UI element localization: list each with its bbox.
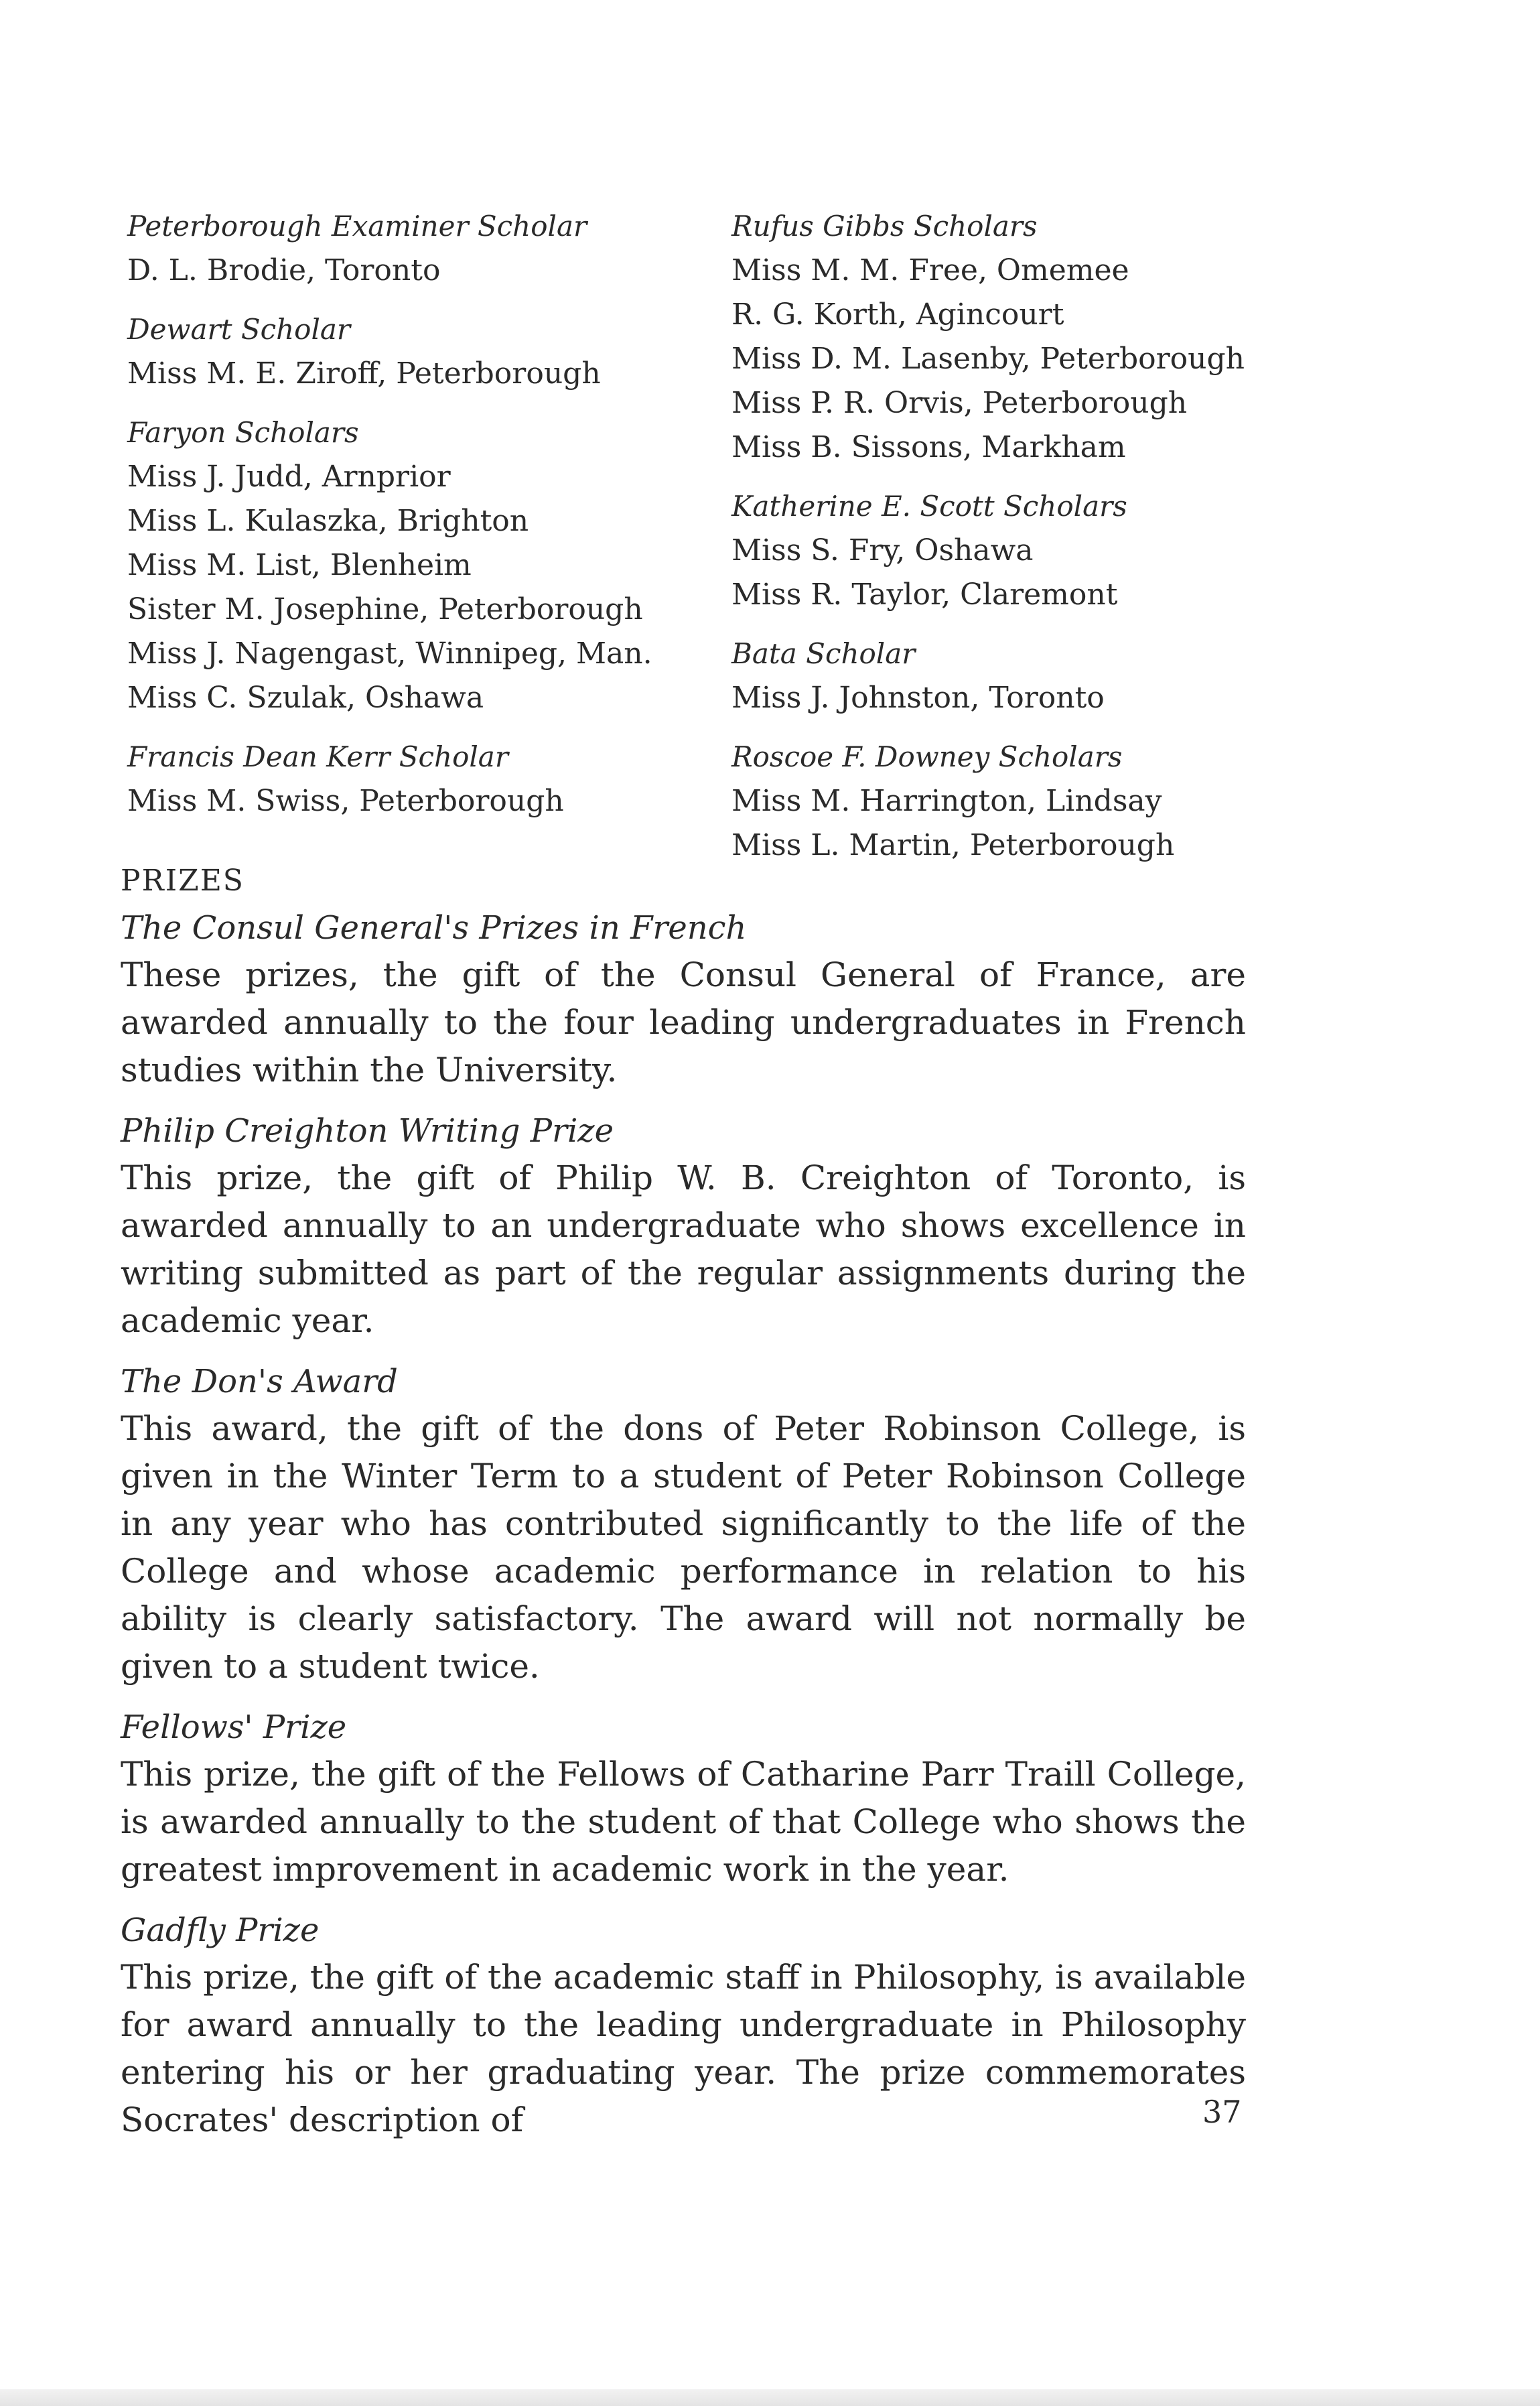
prize-description: This prize, the gift of the academic staff in Philosophy, is available for award annually to the leading undergraduate in Philosophy entering his or her graduating year. The prize commemorates Socrates' description of (121, 1958, 1246, 2139)
prize-entry (121, 1358, 1246, 1690)
scholars-right-column (731, 204, 1388, 882)
prize-description: This prize, the gift of the Fellows of Catharine Parr Traill College, is awarded annually to the student of that College who shows the greatest improvement in academic work in the year. (121, 1755, 1246, 1889)
scholarship-group (731, 735, 1388, 868)
prize-entry (121, 1108, 1246, 1345)
scholarship-group (731, 484, 1388, 617)
scholarship-group (127, 308, 703, 396)
page-number: 37 (1202, 2094, 1242, 2130)
scholar-entry: Miss M. M. Free, Omemee (731, 253, 1129, 287)
prize-title: Philip Creighton Writing Prize (121, 1112, 614, 1150)
prizes-section (121, 858, 1246, 2157)
scholarship-title: Peterborough Examiner Scholar (127, 210, 587, 243)
scholar-entry: Miss D. M. Lasenby, Peterborough (731, 342, 1245, 376)
prize-description: This prize, the gift of Philip W. B. Creighton of Toronto, is awarded annually to an undergraduate who shows excellence in writing submitted as part of the regular assignments during the academic year. (121, 1158, 1246, 1340)
scholar-entry: Miss M. List, Blenheim (127, 548, 472, 582)
scholar-entry: Miss M. Harrington, Lindsay (731, 784, 1162, 818)
prize-title: The Don's Award (121, 1363, 398, 1400)
scholar-entry: Miss R. Taylor, Claremont (731, 578, 1118, 612)
scholar-entry: Miss L. Kulaszka, Brighton (127, 504, 529, 538)
prize-entry (121, 905, 1246, 1094)
scholarship-title: Rufus Gibbs Scholars (731, 210, 1038, 243)
scholar-entry: Miss J. Johnston, Toronto (731, 681, 1105, 715)
scholarship-title: Faryon Scholars (127, 416, 359, 449)
prize-title: Gadfly Prize (121, 1912, 320, 1949)
scholar-entry: D. L. Brodie, Toronto (127, 253, 441, 287)
scholar-entry: Miss S. Fry, Oshawa (731, 533, 1034, 567)
scholar-entry: Miss P. R. Orvis, Peterborough (731, 386, 1188, 420)
scholarship-title: Dewart Scholar (127, 313, 351, 346)
scholar-entry: Miss M. E. Ziroff, Peterborough (127, 356, 601, 391)
scholarship-group (127, 204, 703, 293)
scholars-left-column (127, 204, 703, 838)
scholarship-group (731, 632, 1388, 720)
scholarship-group (127, 735, 703, 823)
scholar-entry: Miss L. Martin, Peterborough (731, 828, 1175, 862)
scholarship-title: Katherine E. Scott Scholars (731, 490, 1127, 523)
scholarship-title: Roscoe F. Downey Scholars (731, 740, 1123, 773)
scholar-entry: R. G. Korth, Agincourt (731, 297, 1064, 332)
scan-edge-divider (0, 2389, 1540, 2406)
scholarship-group (731, 204, 1388, 470)
prize-title: Fellows' Prize (121, 1709, 347, 1746)
prize-entry (121, 1704, 1246, 1893)
scholarship-title: Bata Scholar (731, 637, 916, 670)
prize-description: These prizes, the gift of the Consul General of France, are awarded annually to the four leading undergraduates in French studies within the University. (121, 955, 1246, 1089)
scholarship-title: Francis Dean Kerr Scholar (127, 740, 508, 773)
prize-entry (121, 1907, 1246, 2144)
scholar-entry: Miss J. Nagengast, Winnipeg, Man. (127, 637, 652, 671)
scholar-entry: Miss C. Szulak, Oshawa (127, 681, 484, 715)
scholarship-group (127, 411, 703, 720)
scholar-entry: Miss J. Judd, Arnprior (127, 460, 451, 494)
scholar-entry: Miss B. Sissons, Markham (731, 430, 1126, 464)
section-heading: PRIZES (121, 864, 244, 898)
scholar-entry: Sister M. Josephine, Peterborough (127, 592, 643, 626)
prize-title: The Consul General's Prizes in French (121, 909, 747, 947)
prize-description: This award, the gift of the dons of Peter Robinson College, is given in the Winter Term to a student of Peter Robinson College in any year who has contributed significantly to the life of the College and whose academic performance in relation to his ability is clearly satisfactory. The award will not normally be given to a student twice. (121, 1409, 1246, 1686)
scholar-entry: Miss M. Swiss, Peterborough (127, 784, 564, 818)
